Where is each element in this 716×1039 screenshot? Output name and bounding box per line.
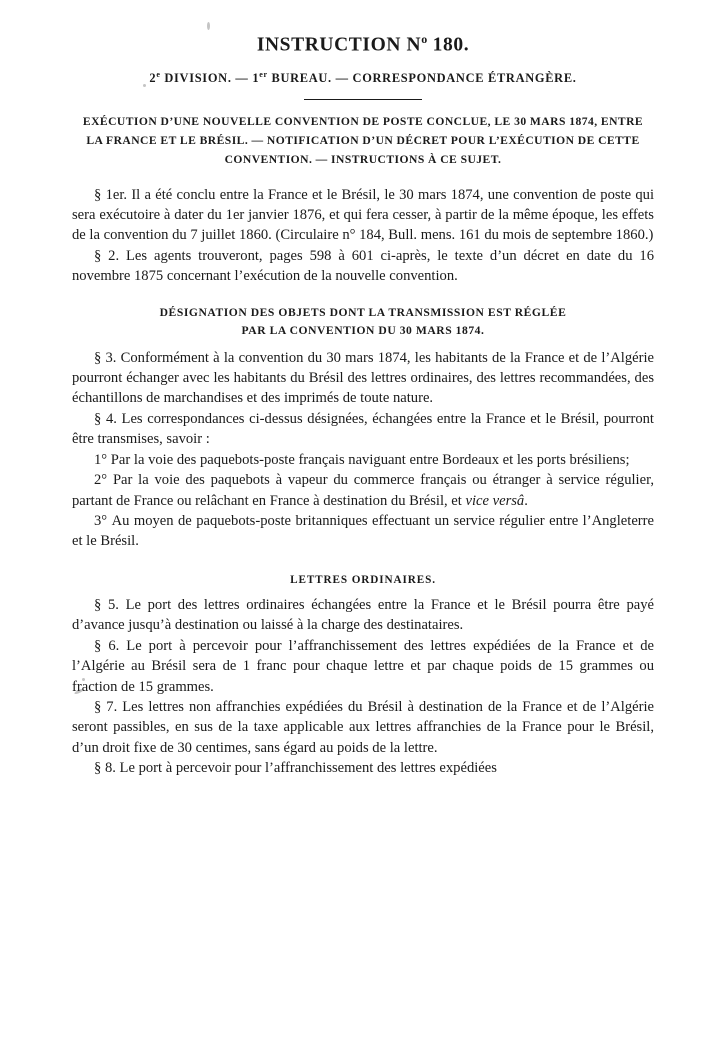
section-heading-lettres-ordinaires: LETTRES ORDINAIRES. <box>290 573 436 586</box>
enumeration-text-2a: Par la voie des paquebots à vapeur du commerce français ou étranger à service régulier, partant de France ou relâchant en France à destination du Brésil, et <box>72 472 654 509</box>
page-speck <box>207 22 210 30</box>
paragraph-4: § 4. Les correspondances ci-dessus désignées, échangées entre la France et le Brésil, pourront être transmises, savoir : <box>72 410 654 448</box>
paragraph-3: § 3. Conformément à la convention du 30 mars 1874, les habitants de la France et de l’Algérie pourront échanger avec les habitants du Brésil des lettres ordinaires, des lettres recommandées, des échantillons de marchandises et des imprimés de toute nature. <box>72 349 654 407</box>
enumeration-item-1 <box>72 450 654 470</box>
subtitle-division-suffix: e <box>156 69 161 79</box>
page-title-superscript: o <box>421 32 428 46</box>
section-heading-designation <box>72 304 654 340</box>
enumeration-item-3 <box>72 511 654 552</box>
paragraph-5: § 5. Le port des lettres ordinaires échangées entre la France et le Brésil pourra être payé d’avance jusqu’à destination ou laissé à la charge des destinataires. <box>72 596 654 634</box>
paragraph-1: § 1er. Il a été conclu entre la France et le Brésil, le 30 mars 1874, une convention de poste qui sera exécutoire à dater du 1er janvier 1876, et qui fera cesser, à partir de la même époque, les effets de la convention du 7 juillet 1860. (Circulaire n° 184, Bull. mens. 161 du mois de septembre 1860.) <box>72 186 654 244</box>
subtitle-division-label: DIVISION. <box>160 70 236 85</box>
page-title-number: 180. <box>427 34 470 56</box>
document-subtitle <box>72 70 654 86</box>
subtitle-dash-2: — <box>335 70 349 85</box>
enumeration-item-2 <box>72 470 654 511</box>
horizontal-divider <box>304 99 422 101</box>
section-heading-line-2: PAR LA CONVENTION DU 30 MARS 1874. <box>241 323 485 337</box>
subtitle-dash: — <box>235 70 249 85</box>
subtitle-correspondence-label: CORRESPONDANCE ÉTRANGÈRE. <box>348 70 577 85</box>
subtitle-bureau-number: 1 <box>248 70 260 85</box>
enumeration-marker-2: 2° <box>94 472 108 489</box>
paragraph-7: § 7. Les lettres non affranchies expédiées du Brésil à destination de la France et de l’Algérie seront passibles, en sus de la taxe applicable aux lettres affranchies de la France pour le Brésil, d’un droit fixe de 30 centimes, sans égard au poids de la lettre. <box>72 698 654 756</box>
enumeration-text-1: Par la voie des paquebots-poste français naviguant entre Bordeaux et les ports brésiliens; <box>110 451 630 468</box>
paragraph-8: § 8. Le port à percevoir pour l’affranchissement des lettres expédiées <box>94 760 497 777</box>
enumeration-marker-1: 1° <box>94 451 108 468</box>
enumeration-text-3: Au moyen de paquebots-poste britanniques effectuant un service régulier entre l’Angleterre et le Brésil. <box>72 512 654 550</box>
enumeration-text-2-italic: vice versâ <box>465 492 525 509</box>
page-title <box>72 32 654 57</box>
page-title-text: INSTRUCTION N <box>256 34 422 56</box>
abstract-text: EXÉCUTION D’UNE NOUVELLE CONVENTION DE POSTE CONCLUE, LE 30 MARS 1874, ENTRE LA FRANCE ET LE BRÉSIL. — NOTIFICATION D’UN DÉCRET POUR L’EXÉCUTION DE CETTE CONVENTION. — INSTRUCTIONS À CE SUJET. <box>82 115 644 166</box>
subtitle-bureau-suffix: er <box>259 69 268 79</box>
enumeration-marker-3: 3° <box>94 512 108 529</box>
page-speck <box>82 678 85 681</box>
paragraph-2: § 2. Les agents trouveront, pages 598 à 601 ci-après, le texte d’un décret en date du 16 novembre 1875 concernant l’exécution de la nouvelle convention. <box>72 247 654 285</box>
enumeration-text-2b: . <box>524 492 528 509</box>
section-heading-line-1: DÉSIGNATION DES OBJETS DONT LA TRANSMISSION EST RÉGLÉE <box>159 305 567 319</box>
subtitle-division-number: 2 <box>149 70 157 85</box>
page-speck <box>143 84 146 87</box>
subtitle-bureau-label: BUREAU. <box>267 70 336 85</box>
paragraph-6: § 6. Le port à percevoir pour l’affranchissement des lettres expédiées de la France et de l’Algérie au Brésil sera de 1 franc pour chaque lettre et par chaque poids de 15 grammes ou fraction de 15 grammes. <box>72 637 654 695</box>
